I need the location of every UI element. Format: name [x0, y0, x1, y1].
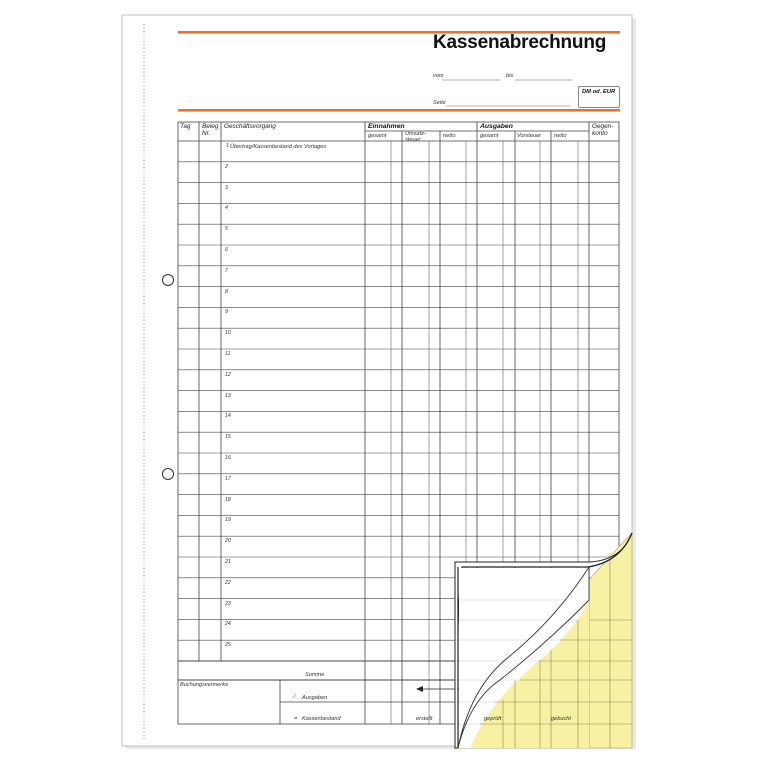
- form-title: Kassenabrechnung: [433, 32, 607, 53]
- row-number: 5: [225, 226, 228, 233]
- col-aus-vorsteuer: Vorsteuer: [517, 133, 542, 139]
- currency-box: [578, 86, 620, 108]
- col-gegenkonto-1: Gegen-: [592, 123, 614, 130]
- row-number: 6: [225, 247, 228, 253]
- punch-hole-top: [163, 275, 174, 286]
- row-number: 9: [225, 309, 228, 316]
- bis-label: bis: [506, 73, 514, 79]
- currency-label: DM od. EUR: [582, 89, 616, 95]
- row-number: 16: [225, 455, 231, 461]
- gebucht-label: gebucht: [551, 716, 571, 722]
- row-number: 8: [225, 288, 228, 295]
- row-number: 1: [226, 143, 229, 149]
- row-number: 10: [225, 330, 231, 337]
- row-number: 22: [225, 579, 231, 586]
- ausgaben-label: Ausgaben: [302, 695, 328, 701]
- col-gegenkonto-2: konto: [592, 130, 608, 137]
- row-number: 7: [225, 267, 228, 274]
- row-number: 17: [225, 475, 231, 482]
- col-ein-gesamt: gesamt: [368, 133, 387, 139]
- col-beleg-nr: Nr.: [202, 130, 211, 137]
- col-aus-gesamt: gesamt: [480, 133, 499, 139]
- row-number: 20: [225, 538, 231, 545]
- col-einnahmen: Einnahmen: [368, 123, 405, 130]
- col-beleg: Beleg: [202, 123, 219, 130]
- seite-label: Seite: [433, 100, 446, 106]
- row-number: 21: [225, 559, 231, 565]
- row-number: 11: [225, 351, 231, 357]
- row-number: 25: [225, 642, 231, 649]
- row-number: 12: [225, 371, 231, 378]
- row-number: 18: [225, 496, 231, 503]
- erstellt-label: erstellt: [416, 716, 433, 722]
- col-ausgaben: Ausgaben: [480, 123, 513, 130]
- col-vorgang: Geschäftsvorgang: [224, 123, 276, 130]
- kassenbestand-prefix: =: [294, 716, 298, 722]
- row-number: 13: [225, 392, 231, 399]
- row-number: 23: [225, 600, 231, 607]
- col-ein-steuer: steuer: [405, 137, 421, 143]
- row-number: 19: [225, 517, 231, 524]
- row-number: 3: [225, 184, 228, 191]
- col-aus-netto: netto: [554, 133, 567, 139]
- ausgaben-prefix: ∕․: [294, 694, 297, 700]
- row-number: 4: [225, 205, 228, 212]
- buchungsvermerke-label: Buchungsvermerke: [180, 682, 229, 688]
- copy-sheet-corner: [455, 533, 632, 748]
- row-number: 2: [225, 163, 228, 170]
- col-ein-netto: netto: [443, 133, 456, 139]
- col-ein-umsatz: Umsatz-: [405, 131, 426, 137]
- row-number: 24: [225, 621, 231, 628]
- summe-label: Summe: [305, 672, 325, 678]
- row-number: 15: [225, 434, 231, 441]
- row-number: 14: [225, 413, 231, 420]
- orange-stripe-bottom: [178, 109, 620, 112]
- punch-hole-bottom: [163, 469, 174, 480]
- first-row-text: Übertrag/Kassenbestand des Vortages: [230, 144, 327, 150]
- vom-label: vom: [433, 73, 444, 79]
- geprueft-label: geprüft: [484, 716, 502, 722]
- kassenbestand-label: Kassenbestand: [302, 716, 341, 722]
- col-tag: Tag: [180, 123, 191, 130]
